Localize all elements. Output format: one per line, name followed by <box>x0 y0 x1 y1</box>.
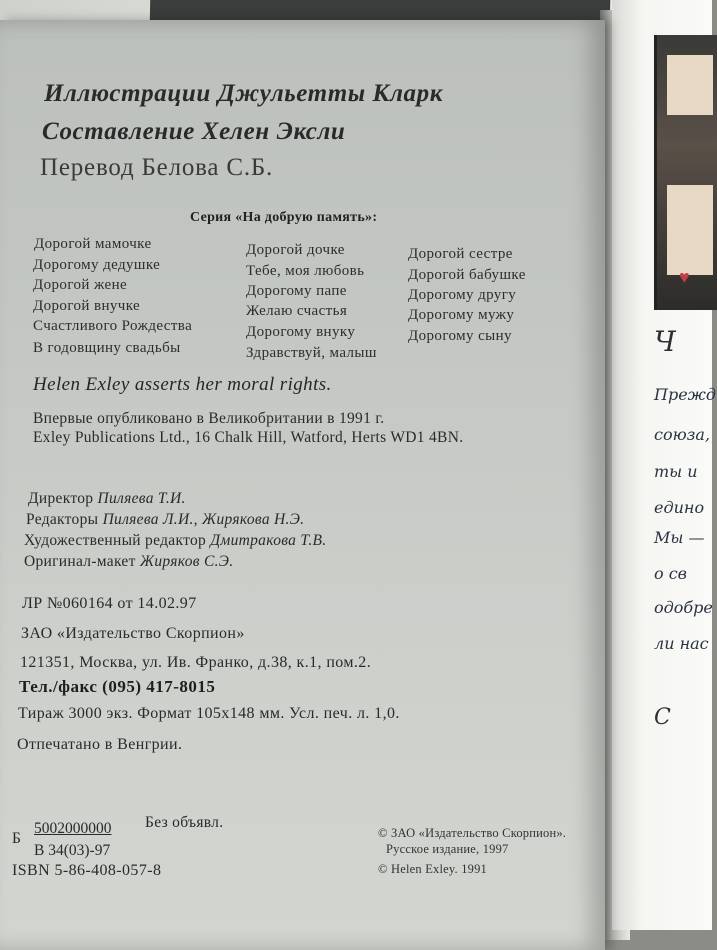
right-page-line: ты и <box>654 462 698 481</box>
series-item: Дорогому папе <box>246 283 347 299</box>
series-item: Тебе, моя любовь <box>246 263 365 279</box>
staff-name: Пиляева Т.И. <box>97 490 186 507</box>
printed-in-line: Отпечатано в Венгрии. <box>17 736 183 753</box>
series-item: Счастливого Рождества <box>33 318 193 334</box>
series-item: Дорогой сестре <box>408 246 513 262</box>
series-item: Дорогому внуку <box>246 324 356 340</box>
address-line: 121351, Москва, ул. Ив. Франко, д.38, к.1, пом.2. <box>20 654 372 671</box>
right-page-heading: Ч <box>654 325 676 358</box>
series-item: В годовщину свадьбы <box>33 340 181 356</box>
series-item: Дорогой бабушке <box>408 267 526 283</box>
catalog-letter: Б <box>12 830 21 847</box>
staff-editors <box>26 511 304 529</box>
right-page-line: С <box>654 705 671 730</box>
catalog-code-bottom: В 34(03)-97 <box>34 842 111 859</box>
series-item: Дорогой внучке <box>33 298 141 314</box>
right-page-line: о св <box>654 564 687 583</box>
catalog-code-top: 5002000000 <box>34 820 112 837</box>
moral-rights-line: Helen Exley asserts her moral rights. <box>33 374 332 395</box>
publisher-line: ЗАО «Издательство Скорпион» <box>21 625 245 642</box>
right-page-line: Прежд <box>654 385 716 404</box>
copyright-publisher: © ЗАО «Издательство Скорпион». <box>378 826 567 840</box>
staff-name: Дмитракова Т.В. <box>210 532 327 549</box>
staff-name: Жиряков С.Э. <box>139 553 234 570</box>
catalog-code-block <box>12 820 142 866</box>
compilation-credit: Составление Хелен Эксли <box>42 118 346 145</box>
right-page-line: ли нас <box>654 634 709 653</box>
first-published-line: Впервые опубликовано в Великобритании в 1991 г. <box>33 410 385 427</box>
series-item: Дорогому дедушке <box>33 257 161 273</box>
series-item: Дорогой жене <box>33 277 128 293</box>
staff-name: Пиляева Л.И., Жирякова Н.Э. <box>102 511 305 528</box>
copyright-edition: Русское издание, 1997 <box>386 842 509 856</box>
series-item: Здравствуй, малыш <box>246 345 377 361</box>
catalog-note: Без объявл. <box>145 814 224 831</box>
series-item: Дорогому другу <box>408 287 517 303</box>
left-page <box>0 20 605 950</box>
right-page <box>612 0 716 930</box>
print-run-line: Тираж 3000 экз. Формат 105х148 мм. Усл. печ. л. 1,0. <box>18 705 400 722</box>
publisher-address-line: Exley Publications Ltd., 16 Chalk Hill, Watford, Herts WD1 4BN. <box>33 429 464 446</box>
phone-line: Тел./факс (095) 417-8015 <box>19 677 216 696</box>
staff-layout <box>24 553 233 571</box>
series-item: Дорогой мамочке <box>34 236 152 252</box>
translation-credit: Перевод Белова С.Б. <box>40 154 274 181</box>
series-item: Дорогой дочке <box>246 242 345 258</box>
staff-role: Оригинал-макет <box>24 553 136 570</box>
staff-art-editor <box>24 532 326 550</box>
staff-director <box>28 490 186 508</box>
staff-role: Художественный редактор <box>24 532 207 549</box>
right-page-line: Мы — <box>654 528 705 547</box>
heart-icon: ♥ <box>679 267 690 287</box>
series-item: Дорогому мужу <box>408 307 515 323</box>
right-page-illustration <box>654 35 717 310</box>
right-page-line: союза, <box>654 425 711 444</box>
license-line: ЛР №060164 от 14.02.97 <box>22 595 197 612</box>
staff-role: Редакторы <box>26 511 99 528</box>
right-page-line: одобре <box>654 598 713 617</box>
series-item: Желаю счастья <box>246 303 348 319</box>
copyright-author: © Helen Exley. 1991 <box>378 862 487 876</box>
illustrations-credit: Иллюстрации Джульетты Кларк <box>44 80 444 107</box>
series-heading: Серия «На добрую память»: <box>190 210 378 225</box>
right-page-line: едино <box>654 498 705 517</box>
staff-role: Директор <box>28 490 94 507</box>
series-item: Дорогому сыну <box>408 328 512 344</box>
isbn-line: ISBN 5-86-408-057-8 <box>12 862 162 879</box>
